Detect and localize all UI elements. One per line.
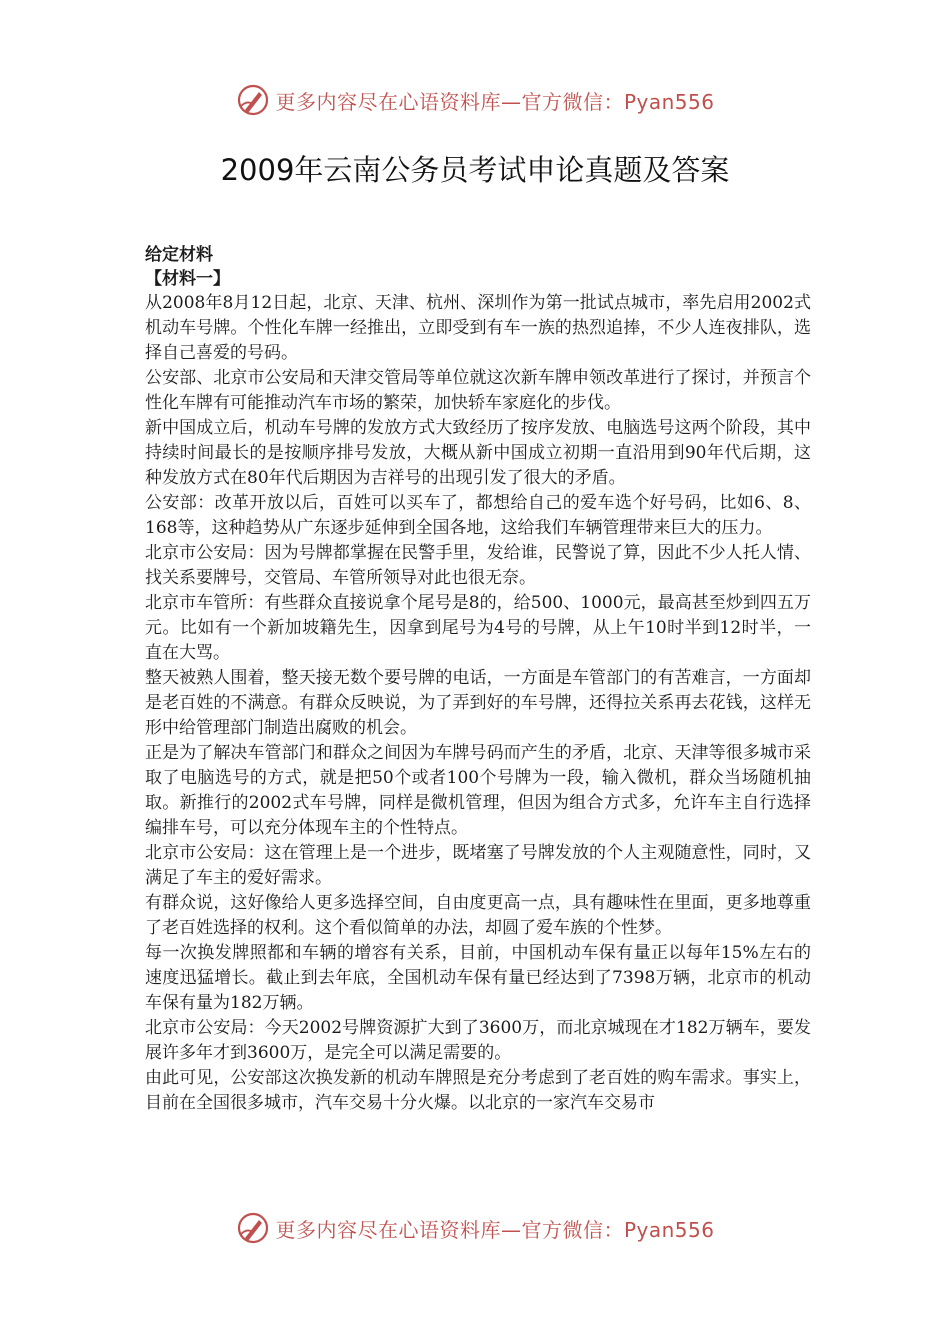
paragraph: 由此可见，公安部这次换发新的机动车牌照是充分考虑到了老百姓的购车需求。事实上，目前在全国很多城市，汽车交易十分火爆。以北京的一家汽车交易市 [145, 1068, 811, 1113]
header-watermark-banner [0, 80, 950, 120]
pen-logo-icon [235, 1210, 271, 1246]
document-body [145, 243, 811, 1116]
pen-logo-icon [235, 82, 271, 118]
material-label: 【材料一】 [145, 269, 230, 289]
paragraph: 整天被熟人围着，整天接无数个要号牌的电话，一方面是车管部门的有苦难言，一方面却是老百姓的不满意。有群众反映说，为了弄到好的车号牌，还得拉关系再去花钱，这样无形中给管理部门制造出腐败的机会。 [145, 668, 811, 738]
document-title: 2009年云南公务员考试申论真题及答案 [220, 153, 730, 187]
footer-watermark-banner [0, 1208, 950, 1248]
section-label: 给定材料 [145, 245, 213, 265]
paragraph: 有群众说，这好像给人更多选择空间，自由度更高一点，具有趣味性在里面，更多地尊重了老百姓选择的权利。这个看似简单的办法，却圆了爱车族的个性梦。 [145, 893, 811, 938]
paragraph: 从2008年8月12日起，北京、天津、杭州、深圳作为第一批试点城市，率先启用2002式机动车号牌。个性化车牌一经推出，立即受到有车一族的热烈追捧，不少人连夜排队，选择自己喜爱的号码。 [145, 293, 811, 363]
paragraph: 每一次换发牌照都和车辆的增容有关系，目前，中国机动车保有量正以每年15%左右的速度迅猛增长。截止到去年底，全国机动车保有量已经达到了7398万辆，北京市的机动车保有量为182万辆。 [145, 943, 811, 1013]
watermark-text: 更多内容尽在心语资料库—官方微信：Pyan556 [275, 1217, 715, 1242]
paragraph: 公安部：改革开放以后，百姓可以买车了，都想给自己的爱车选个好号码，比如6、8、168等，这种趋势从广东逐步延伸到全国各地，这给我们车辆管理带来巨大的压力。 [145, 493, 811, 538]
paragraph: 正是为了解决车管部门和群众之间因为车牌号码而产生的矛盾，北京、天津等很多城市采取了电脑选号的方式，就是把50个或者100个号牌为一段，输入微机，群众当场随机抽取。新推行的2002式车号牌，同样是微机管理，但因为组合方式多，允许车主自行选择编排车号，可以充分体现车主的个性特点。 [145, 743, 811, 838]
paragraph: 北京市车管所：有些群众直接说拿个尾号是8的，给500、1000元，最高甚至炒到四五万元。比如有一个新加坡籍先生，因拿到尾号为4号的号牌，从上午10时半到12时半，一直在大骂。 [145, 593, 811, 663]
paragraph: 北京市公安局：今天2002号牌资源扩大到了3600万，而北京城现在才182万辆车，要发展许多年才到3600万，是完全可以满足需要的。 [145, 1018, 811, 1063]
paragraph: 公安部、北京市公安局和天津交管局等单位就这次新车牌申领改革进行了探讨，并预言个性化车牌有可能推动汽车市场的繁荣，加快轿车家庭化的步伐。 [145, 368, 811, 413]
paragraph: 新中国成立后，机动车号牌的发放方式大致经历了按序发放、电脑选号这两个阶段，其中持续时间最长的是按顺序排号发放，大概从新中国成立初期一直沿用到90年代后期，这种发放方式在80年代后期因为吉祥号的出现引发了很大的矛盾。 [145, 418, 811, 488]
paragraph: 北京市公安局：这在管理上是一个进步，既堵塞了号牌发放的个人主观随意性，同时，又满足了车主的爱好需求。 [145, 843, 811, 888]
watermark-text: 更多内容尽在心语资料库—官方微信：Pyan556 [275, 89, 715, 114]
paragraph: 北京市公安局：因为号牌都掌握在民警手里，发给谁，民警说了算，因此不少人托人情、找关系要牌号，交管局、车管所领导对此也很无奈。 [145, 543, 811, 588]
